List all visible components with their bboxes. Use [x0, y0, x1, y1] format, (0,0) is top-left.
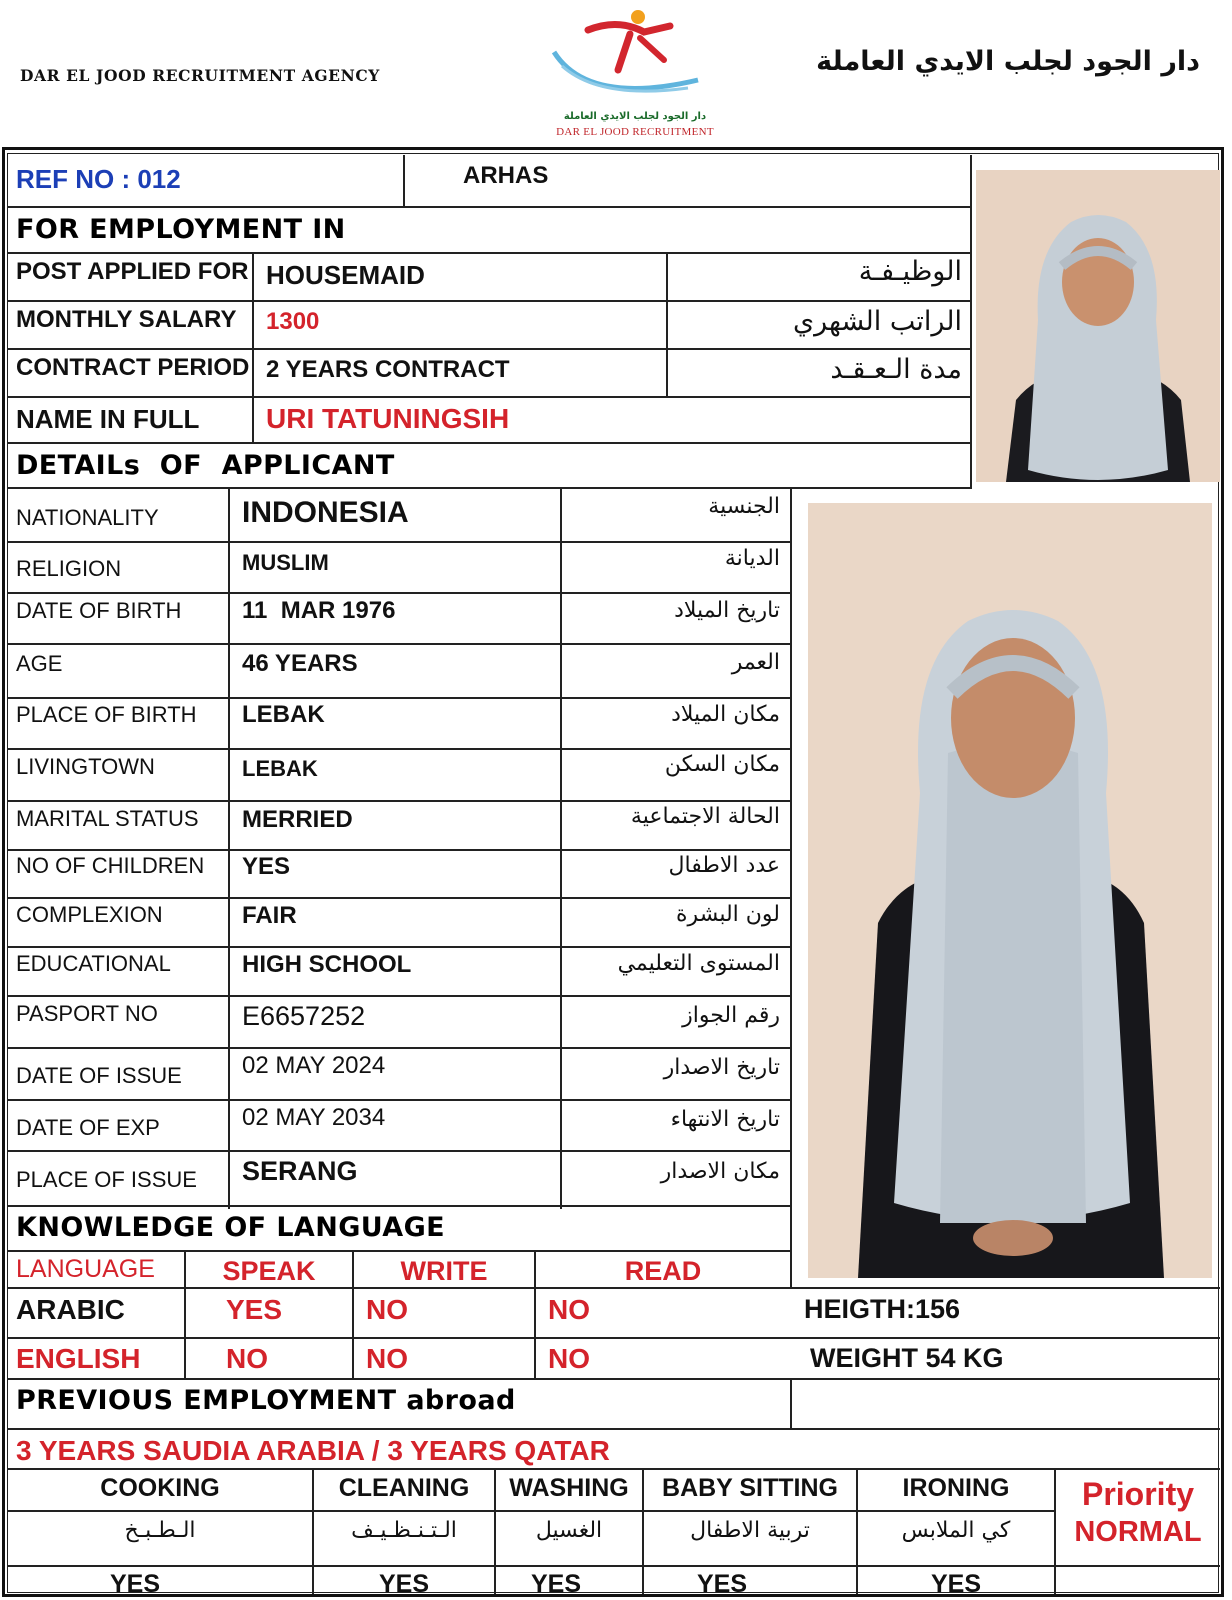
monthly-salary-arabic: الراتب الشهري [792, 306, 962, 337]
complexion-value: FAIR [242, 902, 297, 929]
applicant-photo-small [976, 170, 1220, 482]
language-english-read: NO [548, 1343, 590, 1374]
religion-value: MUSLIM [242, 550, 329, 575]
language-english-speak: NO [226, 1343, 268, 1374]
priority-value: NORMAL [1074, 1516, 1202, 1548]
previous-employment-title-suffix: abroad [406, 1385, 516, 1416]
agency-name-english: DAR EL JOOD RECRUITMENT AGENCY [20, 66, 380, 85]
date-of-birth-value: 11 MAR 1976 [242, 597, 396, 624]
living-town-label: LIVINGTOWN [16, 754, 155, 779]
date-of-expiry-arabic: تاريخ الانتهاء [670, 1107, 780, 1132]
skill-ironing-value: YES [930, 1570, 982, 1598]
contract-period-arabic: مدة الـعـقـد [830, 354, 962, 385]
age-value: 46 YEARS [242, 650, 358, 677]
agency-name-arabic: دار الجود لجلب الايدي العاملة [816, 46, 1200, 77]
monthly-salary-label: MONTHLY SALARY [16, 306, 237, 333]
ref-code: ARHAS [463, 162, 549, 189]
date-of-issue-arabic: تاريخ الاصدار [663, 1055, 780, 1080]
place-of-issue-arabic: مكان الاصدار [660, 1159, 780, 1184]
passport-number-arabic: رقم الجواز [682, 1003, 780, 1028]
contract-period-label: CONTRACT PERIOD [16, 354, 250, 381]
language-header-speak: SPEAK [222, 1256, 316, 1286]
post-applied-label: POST APPLIED FOR [16, 258, 249, 285]
language-header-write: WRITE [400, 1256, 488, 1286]
date-of-issue-label: DATE OF ISSUE [16, 1063, 182, 1088]
language-english-name: ENGLISH [16, 1343, 141, 1374]
skill-cooking-label: COOKING [100, 1474, 220, 1502]
previous-employment-title-main: PREVIOUS EMPLOYMENT [16, 1385, 397, 1416]
date-of-issue-value: 02 MAY 2024 [242, 1052, 386, 1079]
skill-washing-label: WASHING [509, 1474, 629, 1502]
date-of-birth-arabic: تاريخ الميلاد [674, 598, 780, 623]
previous-employment-value: 3 YEARS SAUDIA ARABIA / 3 YEARS QATAR [16, 1435, 610, 1466]
applicant-weight: WEIGHT 54 KG [810, 1343, 1004, 1373]
language-arabic-name: ARABIC [16, 1294, 125, 1325]
logo-caption-english: DAR EL JOOD RECRUITMENT [556, 126, 714, 138]
applicant-height: HEIGTH:156 [804, 1294, 961, 1324]
place-of-birth-arabic: مكان الميلاد [671, 702, 780, 727]
employment-section-title: FOR EMPLOYMENT IN [16, 214, 346, 245]
language-arabic-speak: YES [226, 1294, 283, 1325]
priority-label: Priority [1081, 1476, 1195, 1512]
details-section-title: DETAILs OF APPLICANT [16, 450, 395, 481]
skill-cooking-arabic: الـطـبـخ [124, 1518, 196, 1543]
language-arabic-read: NO [548, 1294, 590, 1325]
place-of-birth-label: PLACE OF BIRTH [16, 702, 197, 727]
nationality-arabic: الجنسية [708, 494, 780, 519]
marital-status-value: MERRIED [242, 806, 353, 833]
children-label: NO OF CHILDREN [16, 853, 205, 878]
logo-caption-arabic: دار الجود لجلب الايدي العاملة [563, 111, 707, 122]
complexion-arabic: لون البشرة [676, 902, 780, 927]
skill-washing-value: YES [530, 1570, 582, 1598]
applicant-photo-large [808, 503, 1212, 1278]
date-of-expiry-label: DATE OF EXP [16, 1115, 160, 1140]
education-value: HIGH SCHOOL [242, 951, 412, 978]
skill-baby-sitting-arabic: تربية الاطفال [690, 1518, 810, 1543]
living-town-value: LEBAK [242, 756, 318, 781]
religion-label: RELIGION [16, 556, 122, 581]
date-of-birth-label: DATE OF BIRTH [16, 598, 182, 623]
complexion-label: COMPLEXION [16, 902, 163, 927]
marital-status-arabic: الحالة الاجتماعية [630, 804, 780, 829]
passport-number-value: E6657252 [242, 1001, 366, 1031]
religion-arabic: الديانة [724, 546, 780, 571]
nationality-value: INDONESIA [242, 496, 409, 529]
skill-baby-sitting-label: BABY SITTING [662, 1474, 838, 1502]
children-arabic: عدد الاطفال [668, 853, 780, 878]
agency-logo [548, 8, 708, 112]
age-arabic: العمر [731, 650, 780, 675]
marital-status-label: MARITAL STATUS [16, 806, 199, 831]
post-applied-value: HOUSEMAID [266, 260, 425, 290]
language-section-title: KNOWLEDGE OF LANGUAGE [16, 1212, 445, 1243]
place-of-issue-label: PLACE OF ISSUE [16, 1167, 197, 1192]
nationality-label: NATIONALITY [16, 505, 159, 530]
passport-number-label: PASPORT NO [16, 1001, 158, 1026]
contract-period-value: 2 YEARS CONTRACT [266, 356, 510, 383]
monthly-salary-value: 1300 [266, 308, 320, 335]
language-header-read: READ [624, 1256, 702, 1286]
living-town-arabic: مكان السكن [664, 752, 780, 777]
skill-washing-arabic: الغسيل [535, 1518, 603, 1543]
skill-cleaning-arabic: الـتـنـظـيـف [351, 1518, 457, 1543]
previous-employment-title [16, 1385, 516, 1416]
place-of-issue-value: SERANG [242, 1156, 358, 1186]
skill-baby-sitting-value: YES [696, 1570, 748, 1598]
language-english-write: NO [366, 1343, 408, 1374]
skill-cooking-value: YES [109, 1570, 161, 1598]
place-of-birth-value: LEBAK [242, 701, 325, 728]
skill-ironing-arabic: كي الملابس [901, 1518, 1011, 1543]
skill-cleaning-value: YES [378, 1570, 430, 1598]
age-label: AGE [16, 651, 63, 676]
language-arabic-write: NO [366, 1294, 408, 1325]
post-applied-arabic: الوظيـفـة [858, 256, 962, 287]
skill-cleaning-label: CLEANING [338, 1474, 470, 1502]
skill-ironing-label: IRONING [902, 1474, 1010, 1502]
education-arabic: المستوى التعليمي [617, 951, 780, 976]
education-label: EDUCATIONAL [16, 951, 171, 976]
language-header-language: LANGUAGE [16, 1255, 155, 1283]
date-of-expiry-value: 02 MAY 2034 [242, 1104, 386, 1131]
full-name-value: URI TATUNINGSIH [266, 403, 510, 434]
full-name-label: NAME IN FULL [16, 404, 200, 434]
ref-number: REF NO : 012 [16, 164, 181, 194]
children-value: YES [242, 853, 291, 880]
